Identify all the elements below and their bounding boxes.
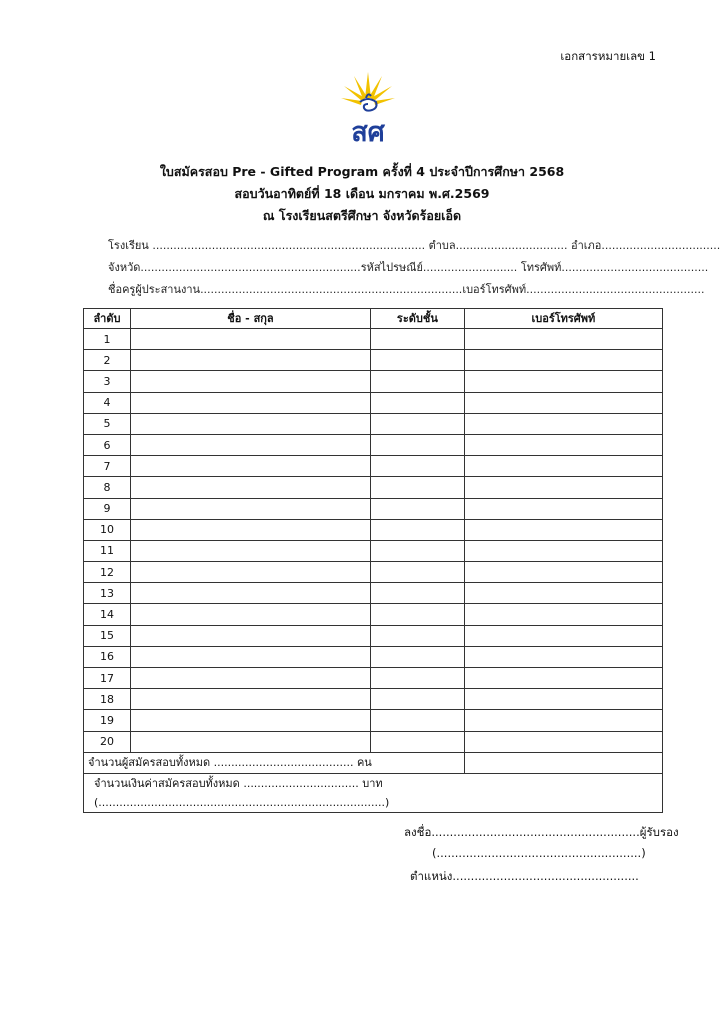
- name-cell[interactable]: [130, 477, 370, 498]
- subdistrict-label: ตำบล: [428, 239, 456, 252]
- table-row: [84, 689, 663, 710]
- total-fee[interactable]: จำนวนเงินค่าสมัครสอบทั้งหมด ................................. บาท (..................................................................................): [84, 773, 663, 812]
- total-fee-row: [84, 773, 663, 812]
- grade-cell[interactable]: [371, 540, 465, 561]
- grade-cell[interactable]: [371, 710, 465, 731]
- name-cell[interactable]: [130, 583, 370, 604]
- grade-cell[interactable]: [371, 350, 465, 371]
- signature-line[interactable]: ลงชื่อ.........................................................ผู้รับรอง: [404, 825, 679, 839]
- table-row: [84, 456, 663, 477]
- table-row: [84, 731, 663, 752]
- district-label: อำเภอ: [571, 239, 602, 252]
- phone-cell[interactable]: [464, 413, 662, 434]
- district-field[interactable]: ..................................: [601, 239, 721, 252]
- grade-cell[interactable]: [371, 392, 465, 413]
- form-title: ใบสมัครสอบ Pre - Gifted Program ครั้งที่ 4 ประจำปีการศึกษา 2568: [159, 164, 565, 179]
- phone-cell[interactable]: [464, 668, 662, 689]
- phone-cell[interactable]: [464, 329, 662, 350]
- name-cell[interactable]: [130, 498, 370, 519]
- row-number: 12: [84, 562, 131, 583]
- name-cell[interactable]: [130, 456, 370, 477]
- grade-cell[interactable]: [371, 583, 465, 604]
- row-number: 20: [84, 731, 131, 752]
- coordinator-field[interactable]: ...........................................................................: [200, 283, 463, 296]
- signer-position-line[interactable]: ตำแหน่ง...................................................: [410, 869, 639, 883]
- postcode-field[interactable]: ...........................: [422, 261, 518, 274]
- total-applicants-row: [84, 752, 663, 773]
- phone-cell[interactable]: [464, 477, 662, 498]
- applicant-table: [83, 308, 663, 813]
- header-phone: เบอร์โทรศัพท์: [464, 309, 662, 329]
- grade-cell[interactable]: [371, 731, 465, 752]
- grade-cell[interactable]: [371, 434, 465, 455]
- phone-cell[interactable]: [464, 731, 662, 752]
- mobile-field[interactable]: ...................................................: [526, 283, 705, 296]
- row-number: 18: [84, 689, 131, 710]
- name-cell[interactable]: [130, 731, 370, 752]
- header-name: ชื่อ - สกุล: [130, 309, 370, 329]
- table-row: [84, 477, 663, 498]
- row-number: 17: [84, 668, 131, 689]
- postcode-label: รหัสไปรษณีย์: [360, 261, 423, 274]
- name-cell[interactable]: [130, 604, 370, 625]
- school-label: โรงเรียน: [108, 239, 149, 252]
- table-row: [84, 625, 663, 646]
- row-number: 11: [84, 540, 131, 561]
- school-field[interactable]: ..............................................................................: [152, 239, 426, 252]
- row-number: 14: [84, 604, 131, 625]
- table-row: [84, 604, 663, 625]
- coordinator-label: ชื่อครูผู้ประสานงาน: [108, 283, 201, 296]
- grade-cell[interactable]: [371, 477, 465, 498]
- row-number: 3: [84, 371, 131, 392]
- phone-cell[interactable]: [464, 689, 662, 710]
- table-row: [84, 668, 663, 689]
- phone-cell[interactable]: [464, 710, 662, 731]
- phone-cell[interactable]: [464, 583, 662, 604]
- name-cell[interactable]: [130, 689, 370, 710]
- coordinator-row: [108, 280, 705, 298]
- subdistrict-field[interactable]: ................................: [455, 239, 568, 252]
- phone-cell[interactable]: [464, 350, 662, 371]
- table-header-row: [84, 309, 663, 329]
- name-cell[interactable]: [130, 710, 370, 731]
- grade-cell[interactable]: [371, 646, 465, 667]
- row-number: 9: [84, 498, 131, 519]
- table-row: [84, 519, 663, 540]
- row-number: 13: [84, 583, 131, 604]
- phone-cell[interactable]: [464, 519, 662, 540]
- table-row: [84, 498, 663, 519]
- table-row: [84, 392, 663, 413]
- table-row: [84, 646, 663, 667]
- row-number: 7: [84, 456, 131, 477]
- phone-cell[interactable]: [464, 562, 662, 583]
- row-number: 16: [84, 646, 131, 667]
- row-number: 5: [84, 413, 131, 434]
- address-row: [108, 258, 709, 276]
- header-order: ลำดับ: [84, 309, 131, 329]
- row-number: 6: [84, 434, 131, 455]
- province-label: จังหวัด: [108, 261, 141, 274]
- sun-rays-icon: [341, 72, 395, 105]
- grade-cell[interactable]: [371, 371, 465, 392]
- phone-cell[interactable]: [464, 456, 662, 477]
- row-number: 8: [84, 477, 131, 498]
- name-cell[interactable]: [130, 434, 370, 455]
- phone-cell[interactable]: [464, 646, 662, 667]
- name-cell[interactable]: [130, 668, 370, 689]
- total-applicants-blank: [464, 752, 662, 773]
- row-number: 19: [84, 710, 131, 731]
- row-number: 4: [84, 392, 131, 413]
- name-cell[interactable]: [130, 350, 370, 371]
- signer-name-line[interactable]: (........................................................): [432, 846, 646, 860]
- row-number: 10: [84, 519, 131, 540]
- name-cell[interactable]: [130, 329, 370, 350]
- total-applicants[interactable]: จำนวนผู้สมัครสอบทั้งหมด ........................................ คน: [84, 752, 465, 773]
- name-cell[interactable]: [130, 413, 370, 434]
- exam-date: สอบวันอาทิตย์ที่ 18 เดือน มกราคม พ.ศ.2569: [234, 186, 490, 201]
- province-field[interactable]: ...............................................................: [140, 261, 361, 274]
- name-cell[interactable]: [130, 646, 370, 667]
- grade-cell[interactable]: [371, 329, 465, 350]
- exam-venue: ณ โรงเรียนสตรีศึกษา จังหวัดร้อยเอ็ด: [262, 208, 462, 223]
- grade-cell[interactable]: [371, 625, 465, 646]
- phone-cell[interactable]: [464, 625, 662, 646]
- row-number: 15: [84, 625, 131, 646]
- grade-cell[interactable]: [371, 604, 465, 625]
- table-row: [84, 371, 663, 392]
- phone-cell[interactable]: [464, 498, 662, 519]
- grade-cell[interactable]: [371, 456, 465, 477]
- phone-field[interactable]: ..........................................: [561, 261, 709, 274]
- mobile-label: เบอร์โทรศัพท์: [462, 283, 527, 296]
- grade-cell[interactable]: [371, 689, 465, 710]
- phone-cell[interactable]: [464, 604, 662, 625]
- phone-cell[interactable]: [464, 371, 662, 392]
- logo-text: สศ: [351, 117, 385, 148]
- row-number: 1: [84, 329, 131, 350]
- grade-cell[interactable]: [371, 562, 465, 583]
- row-number: 2: [84, 350, 131, 371]
- name-cell[interactable]: [130, 540, 370, 561]
- name-cell[interactable]: [130, 392, 370, 413]
- table-row: [84, 562, 663, 583]
- name-cell[interactable]: [130, 562, 370, 583]
- header-grade: ระดับชั้น: [371, 309, 465, 329]
- grade-cell[interactable]: [371, 519, 465, 540]
- table-row: [84, 710, 663, 731]
- school-logo: [340, 68, 396, 148]
- table-row: [84, 434, 663, 455]
- table-row: [84, 329, 663, 350]
- table-row: [84, 540, 663, 561]
- name-cell[interactable]: [130, 519, 370, 540]
- name-cell[interactable]: [130, 625, 370, 646]
- grade-cell[interactable]: [371, 498, 465, 519]
- phone-label: โทรศัพท์: [520, 261, 562, 274]
- phone-cell[interactable]: [464, 392, 662, 413]
- school-info-row: [108, 236, 721, 254]
- table-row: [84, 350, 663, 371]
- phone-cell[interactable]: [464, 540, 662, 561]
- document-number: เอกสารหมายเลข 1: [560, 49, 656, 63]
- grade-cell[interactable]: [371, 668, 465, 689]
- table-row: [84, 583, 663, 604]
- table-row: [84, 413, 663, 434]
- name-cell[interactable]: [130, 371, 370, 392]
- grade-cell[interactable]: [371, 413, 465, 434]
- phone-cell[interactable]: [464, 434, 662, 455]
